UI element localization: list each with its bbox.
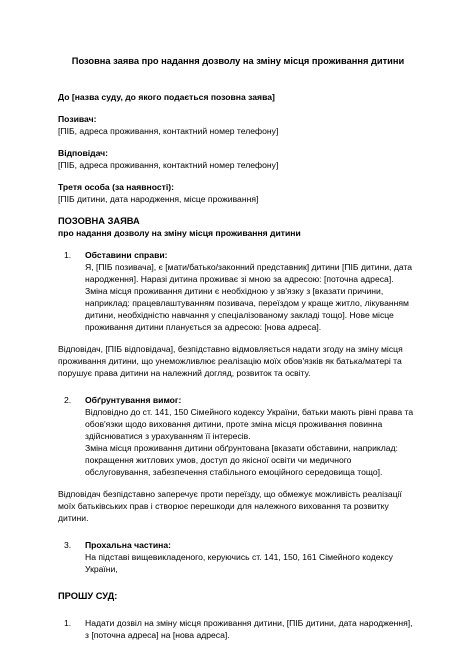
defendant-value: [ПІБ, адреса проживання, контактний номер телефону] xyxy=(58,160,279,170)
claim-heading: ПОЗОВНА ЗАЯВА xyxy=(58,216,140,226)
section-3-heading: Прохальна частина: xyxy=(85,540,171,550)
claim-subheading: про надання дозволу на зміну місця проживання дитини xyxy=(58,228,301,238)
section-2-paragraph: Відповідно до ст. 141, 150 Сімейного кодексу України, батьки мають рівні права та обов'язки щодо виховання дитини, проте зміна місця проживання повинна здійснюватися з урахуванням її інтересів. xyxy=(85,407,414,441)
section-3 xyxy=(58,539,418,575)
defendant-label: Відповідач: xyxy=(58,148,109,158)
request-item xyxy=(58,617,418,641)
section-1-number: 1. xyxy=(64,250,72,260)
third-party-label: Третя особа (за наявності): xyxy=(58,182,174,192)
section-2-heading: Обґрунтування вимог: xyxy=(85,395,182,405)
request-item-text: Надати дозвіл на зміну місця проживання дитини, [ПІБ дитини, дата народження], з [поточна адреса] на [нова адреса]. xyxy=(85,618,413,640)
section-2-number: 2. xyxy=(64,395,72,405)
section-1-paragraph: Зміна місця проживання дитини є необхідною у зв'язку з [вказати причини, наприклад: працевлаштуванням позивача, переїздом у краще житло, лікуванням дитини, необхідністю навчання у спеціалізованому закладі тощо]. Нове місце проживання дитини планується за адресою: [нова адреса]. xyxy=(85,286,409,332)
section-3-paragraph: На підставі вищевикладеного, керуючись ст. 141, 150, 161 Сімейного кодексу України, xyxy=(85,552,393,574)
section-1-paragraph: Я, [ПІБ позивача], є [мати/батько/законний представник] дитини [ПІБ дитини, дата народження]. Наразі дитина проживає зі мною за адресою: [поточна адреса]. xyxy=(85,262,413,284)
request-heading: ПРОШУ СУД: xyxy=(58,591,118,601)
objection-paragraph: Відповідач безпідставно заперечує проти переїзду, що обмежує можливість реалізації моїх батьківських прав і створює перешкоди для належного виховання та розвитку дитини. xyxy=(58,489,402,523)
court-line: До [назва суду, до якого подається позовна заява] xyxy=(58,92,275,102)
document-title: Позовна заява про надання дозволу на зміну місця проживання дитини xyxy=(71,56,405,66)
section-1 xyxy=(58,249,418,333)
plaintiff-label: Позивач: xyxy=(58,114,97,124)
section-3-number: 3. xyxy=(64,540,72,550)
refusal-paragraph: Відповідач, [ПІБ відповідача], безпідставно відмовляється надати згоду на зміну місця проживання дитини, що унеможливлює реалізацію моїх обов'язків як батька/матері та порушує права дитини на належний догляд, розвиток та освіту. xyxy=(58,344,403,378)
plaintiff-value: [ПІБ, адреса проживання, контактний номер телефону] xyxy=(58,126,279,136)
section-2 xyxy=(58,394,418,478)
third-party-value: [ПІБ дитини, дата народження, місце проживання] xyxy=(58,194,259,204)
section-2-paragraph: Зміна місця проживання дитини обґрунтована [вказати обставини, наприклад: покращення житлових умов, доступ до якісної освіти чи медичного обслуговування, забезпечення стабільного емоційного середовища тощо]. xyxy=(85,443,398,477)
request-item-number: 1. xyxy=(64,618,72,628)
section-1-heading: Обставини справи: xyxy=(85,250,168,260)
